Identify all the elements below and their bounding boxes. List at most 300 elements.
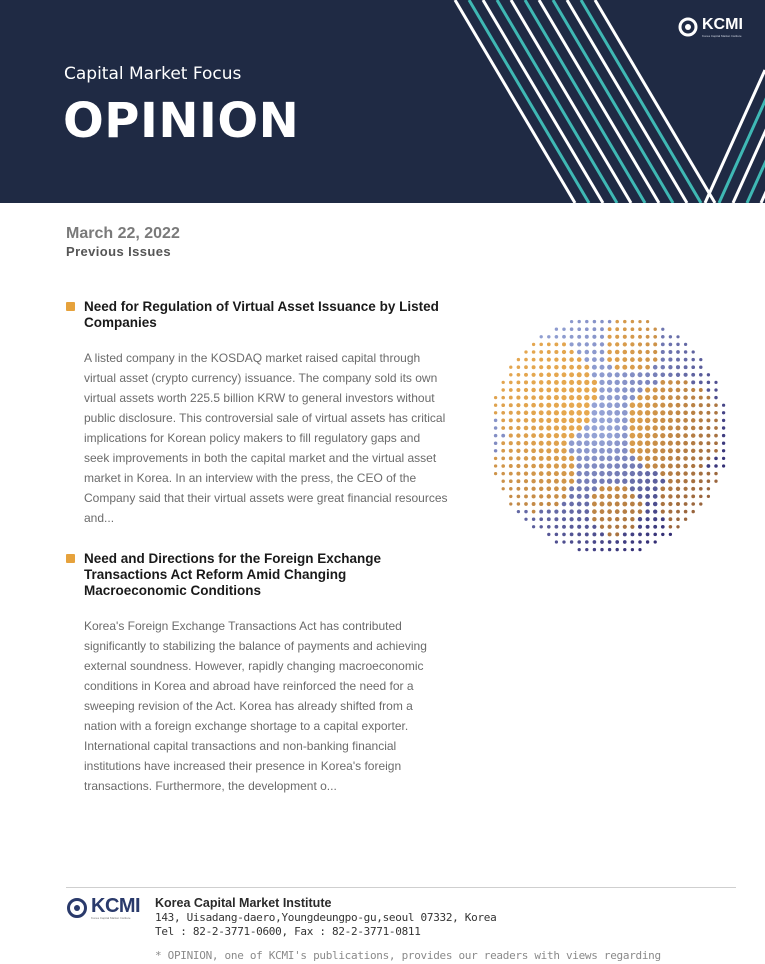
globe-dot [722,419,725,422]
globe-dot [509,502,512,505]
globe-dot [630,350,634,354]
globe-dot [691,464,695,468]
globe-dot [614,418,620,424]
globe-dot [547,525,551,529]
globe-dot [516,403,520,407]
globe-dot [532,510,536,514]
globe-dot [622,471,627,476]
globe-dot [502,487,505,490]
globe-dot [546,479,551,484]
globe-dot [668,395,673,400]
globe-dot [684,487,688,491]
globe-dot [547,365,551,369]
globe-dot [524,395,528,399]
globe-dot [668,510,672,514]
globe-dot [494,457,497,460]
globe-dot [524,426,529,431]
globe-dot [599,395,605,401]
globe-dot [660,418,665,423]
globe-dot [569,425,575,431]
globe-dot [509,396,513,400]
globe-dot [669,533,672,536]
globe-dot [532,343,535,346]
globe-dot [532,517,535,520]
globe-dot [645,486,650,491]
globe-dot [585,540,589,544]
globe-dot [676,380,680,384]
globe-dot [554,502,558,506]
globe-dot [615,365,620,370]
globe-dot [691,479,695,483]
globe-dot [706,456,710,460]
globe-dot [569,509,573,513]
globe-dot [646,320,649,323]
globe-dot [623,540,627,544]
globe-dot [714,472,717,475]
globe-dot [653,502,658,507]
globe-dot [706,434,710,438]
globe-dot [516,456,520,460]
globe-dot [691,487,695,491]
globe-dot [494,441,498,445]
globe-dot [539,464,544,469]
globe-dot [531,395,536,400]
footer-note: * OPINION, one of KCMI's publications, provides our readers with views regarding [155,949,661,962]
globe-dot [607,410,613,416]
globe-dot [585,335,589,339]
globe-dot [623,517,627,521]
globe-dot [676,426,681,431]
globe-dot [570,320,573,323]
globe-dot [661,365,665,369]
globe-dot [676,456,681,461]
globe-dot [562,494,567,499]
globe-dot [593,548,596,551]
globe-dot [502,480,505,483]
globe-dot [501,411,505,415]
globe-dot [607,494,612,499]
globe-dot [592,372,597,377]
article-title-link[interactable]: Need and Directions for the Foreign Exchange Transactions Act Reform Amid Changing Macroeconomic Conditions [84,551,382,598]
globe-dot [509,418,513,422]
globe-dot [524,487,528,491]
globe-dot [585,342,589,346]
globe-dot [554,456,559,461]
globe-dot [668,487,673,492]
header-banner [0,0,765,203]
globe-dot [599,463,605,469]
globe-dot [706,403,710,407]
globe-dot [608,327,612,331]
globe-dot [722,464,725,467]
globe-dot [539,517,543,521]
globe-dot [546,410,551,415]
globe-dot [576,425,582,431]
globe-dot [584,402,590,408]
globe-dot [699,373,703,377]
globe-dot [614,425,620,431]
globe-dot [524,373,528,377]
globe-dot [501,472,505,476]
globe-dot [653,425,658,430]
globe-dot [622,463,628,469]
globe-dot [683,441,688,446]
globe-dot [585,532,589,536]
header-subtitle: Capital Market Focus [64,64,242,84]
article-title-link[interactable]: Need for Regulation of Virtual Asset Issuance by Listed Companies [84,299,439,330]
globe-dot [637,463,642,468]
globe-dot [494,419,497,422]
globe-dot [576,433,582,439]
globe-dot [607,486,612,491]
globe-dot [546,388,551,393]
globe-dot [607,357,612,362]
globe-dot [669,525,673,529]
globe-dot [561,418,566,423]
globe-dot [569,456,574,461]
globe-dot [660,425,665,430]
globe-dot [599,425,605,431]
globe-dot [517,502,520,505]
globe-dot [630,342,634,346]
globe-dot [600,502,605,507]
globe-dot [691,380,695,384]
globe-dot [699,358,702,361]
globe-dot [676,441,681,446]
globe-dot [638,365,643,370]
globe-dot [546,456,551,461]
globe-dot [614,440,620,446]
globe-dot [531,410,536,415]
globe-dot [714,464,718,468]
globe-dot [532,350,536,354]
globe-dot [517,373,521,377]
globe-dot [576,418,582,424]
globe-dot [660,380,665,385]
globe-dot [539,479,544,484]
globe-dot [615,509,620,514]
globe-dot [592,494,597,499]
globe-dot [569,502,574,507]
footer-contact: Tel : 82-2-3771-0600, Fax : 82-2-3771-0811 [155,925,421,938]
globe-dot [660,410,665,415]
globe-dot [676,433,681,438]
globe-dot [584,395,589,400]
globe-dot [599,456,605,462]
globe-dot [501,457,505,461]
globe-dot [714,426,718,430]
globe-dot [607,456,613,462]
globe-dot [622,486,627,491]
globe-dot [622,357,627,362]
globe-dot [638,525,642,529]
globe-dot [638,509,643,514]
globe-dot [668,425,673,430]
globe-dot [638,335,642,339]
globe-dot [637,433,643,439]
globe-dot [539,365,543,369]
globe-dot [653,433,658,438]
globe-dot [668,471,673,476]
globe-dot [630,335,634,339]
globe-dot [676,410,681,415]
globe-dot [691,365,695,369]
globe-dot [653,486,658,491]
globe-dot [554,342,558,346]
globe-dot [706,411,710,415]
globe-dot [585,548,588,551]
globe-dot [699,502,702,505]
globe-dot [600,320,604,324]
globe-dot [722,449,725,452]
globe-dot [524,471,528,475]
globe-dot [714,449,718,453]
globe-dot [546,464,551,469]
globe-dot [592,525,596,529]
globe-dot [584,479,589,484]
globe-dot [599,387,604,392]
globe-dot [684,350,687,353]
globe-dot [714,396,717,399]
globe-dot [517,365,521,369]
globe-dot [645,425,651,431]
previous-issues-link[interactable]: Previous Issues [66,244,171,259]
globe-dot [584,440,590,446]
globe-dot [584,433,590,439]
globe-dot [577,350,581,354]
globe-dot [539,487,543,491]
globe-dot [554,388,559,393]
globe-dot [494,434,498,438]
globe-dot [561,433,566,438]
globe-dot [516,472,520,476]
globe-dot [654,540,657,543]
globe-dot [577,540,581,544]
globe-dot [615,327,619,331]
globe-dot [653,456,658,461]
globe-dot [645,456,650,461]
globe-dot [622,418,628,424]
globe-dot [668,441,673,446]
globe-dot [501,396,505,400]
globe-dot [524,380,528,384]
globe-dot [614,387,619,392]
globe-dot [714,381,717,384]
globe-dot [539,456,544,461]
globe-dot [683,426,688,431]
globe-dot [600,365,605,370]
globe-dot [653,403,658,408]
globe-dot [546,441,551,446]
globe-dot [599,440,605,446]
globe-dot [584,365,589,370]
globe-dot [684,365,688,369]
globe-dot [676,418,681,423]
globe-dot [539,525,542,528]
globe-dot [615,380,620,385]
globe-dot [562,486,567,491]
globe-dot [562,350,566,354]
globe-dot [576,440,582,446]
globe-dot [539,441,544,446]
globe-dot [668,373,672,377]
globe-dot [516,449,520,453]
globe-dot [714,457,718,461]
globe-dot [600,540,604,544]
globe-dot [707,373,710,376]
globe-dot [653,463,658,468]
globe-dot [494,464,497,467]
globe-dot [645,440,651,446]
globe-dot [554,517,558,521]
globe-dot [561,471,566,476]
globe-dot [668,403,673,408]
globe-dot [607,502,612,507]
globe-dot [584,418,590,424]
globe-dot [561,425,566,430]
globe-dot [584,494,589,499]
globe-dot [653,509,657,513]
globe-dot [623,350,628,355]
globe-dot [562,365,567,370]
globe-dot [638,548,641,551]
globe-dot [494,404,497,407]
globe-dot [699,411,703,415]
globe-dot [546,418,551,423]
globe-dot [631,540,635,544]
globe-dot [699,365,702,368]
globe-dot [630,502,635,507]
globe-dot [593,320,596,323]
globe-dot [577,342,581,346]
globe-dot [532,373,536,377]
globe-dot [576,463,581,468]
globe-dot [706,418,710,422]
globe-dot [570,342,574,346]
footer-address: 143, Uisadang-daero,Youngdeungpo-gu,seoul 07332, Korea [155,911,497,924]
globe-dot [516,411,520,415]
globe-dot [569,403,574,408]
globe-dot [546,403,551,408]
globe-dot [668,418,673,423]
globe-dot [714,403,718,407]
globe-dot [691,441,695,445]
globe-dot [554,403,559,408]
globe-dot [615,357,620,362]
globe-dot [699,479,703,483]
globe-dot [524,479,528,483]
globe-dot [645,365,650,370]
globe-dot [638,502,643,507]
globe-dot [714,411,718,415]
globe-dot [539,380,544,385]
globe-dot [501,441,505,445]
globe-dot [676,403,681,408]
globe-dot [524,388,528,392]
globe-dot [722,426,725,429]
globe-dot [622,494,627,499]
globe-dot [547,533,550,536]
globe-dot [600,342,604,346]
globe-dot [645,471,650,476]
globe-dot [509,411,513,415]
globe-dot [501,464,505,468]
globe-dot [531,448,536,453]
globe-dot [539,433,544,438]
globe-dot [577,395,582,400]
logo-wordmark: KCMI [702,16,743,33]
globe-dot [584,425,590,431]
globe-dot [546,486,551,491]
globe-dot [676,510,680,514]
globe-dot [516,479,520,483]
globe-dot [668,388,673,393]
globe-dot [638,533,642,537]
globe-dot [645,433,651,439]
globe-dot [645,502,650,507]
globe-dot [607,418,613,424]
globe-dot [676,494,680,498]
kcmi-logo[interactable] [678,16,743,38]
globe-dot [631,320,634,323]
globe-dot [661,502,665,506]
globe-dot [684,373,688,377]
globe-dot [554,380,559,385]
globe-dot [676,517,680,521]
globe-dot [561,440,566,445]
globe-dot [614,463,620,469]
globe-dot [600,335,604,339]
globe-dot [554,350,558,354]
globe-dot [691,403,695,407]
globe-dot [516,418,520,422]
globe-dot [555,540,558,543]
globe-dot [631,548,634,551]
globe-dot [623,548,626,551]
globe-dot [638,357,643,362]
globe-dot [676,350,680,354]
footer-org-name: Korea Capital Market Institute [155,896,332,910]
globe-dot [577,502,582,507]
globe-dot [637,440,643,446]
globe-dot [562,335,566,339]
globe-dot [577,387,582,392]
globe-dot [630,372,635,377]
globe-dot [561,463,566,468]
globe-dot [699,464,703,468]
globe-dot [531,464,536,469]
globe-dot [661,343,665,347]
globe-dot [554,479,559,484]
globe-dot [607,395,613,401]
globe-dot [561,479,566,484]
globe-dot [592,350,597,355]
globe-dot [569,494,574,499]
globe-dot [607,402,613,408]
globe-dot [668,410,673,415]
globe-dot [531,418,536,423]
globe-dot [699,381,703,385]
globe-dot [615,372,620,377]
globe-dot [592,433,598,439]
globe-dot [509,472,513,476]
globe-dot [653,517,657,521]
globe-dot [615,479,620,484]
globe-dot [691,456,695,460]
globe-dot [684,494,688,498]
globe-dot [653,350,657,354]
globe-dot [638,494,643,499]
